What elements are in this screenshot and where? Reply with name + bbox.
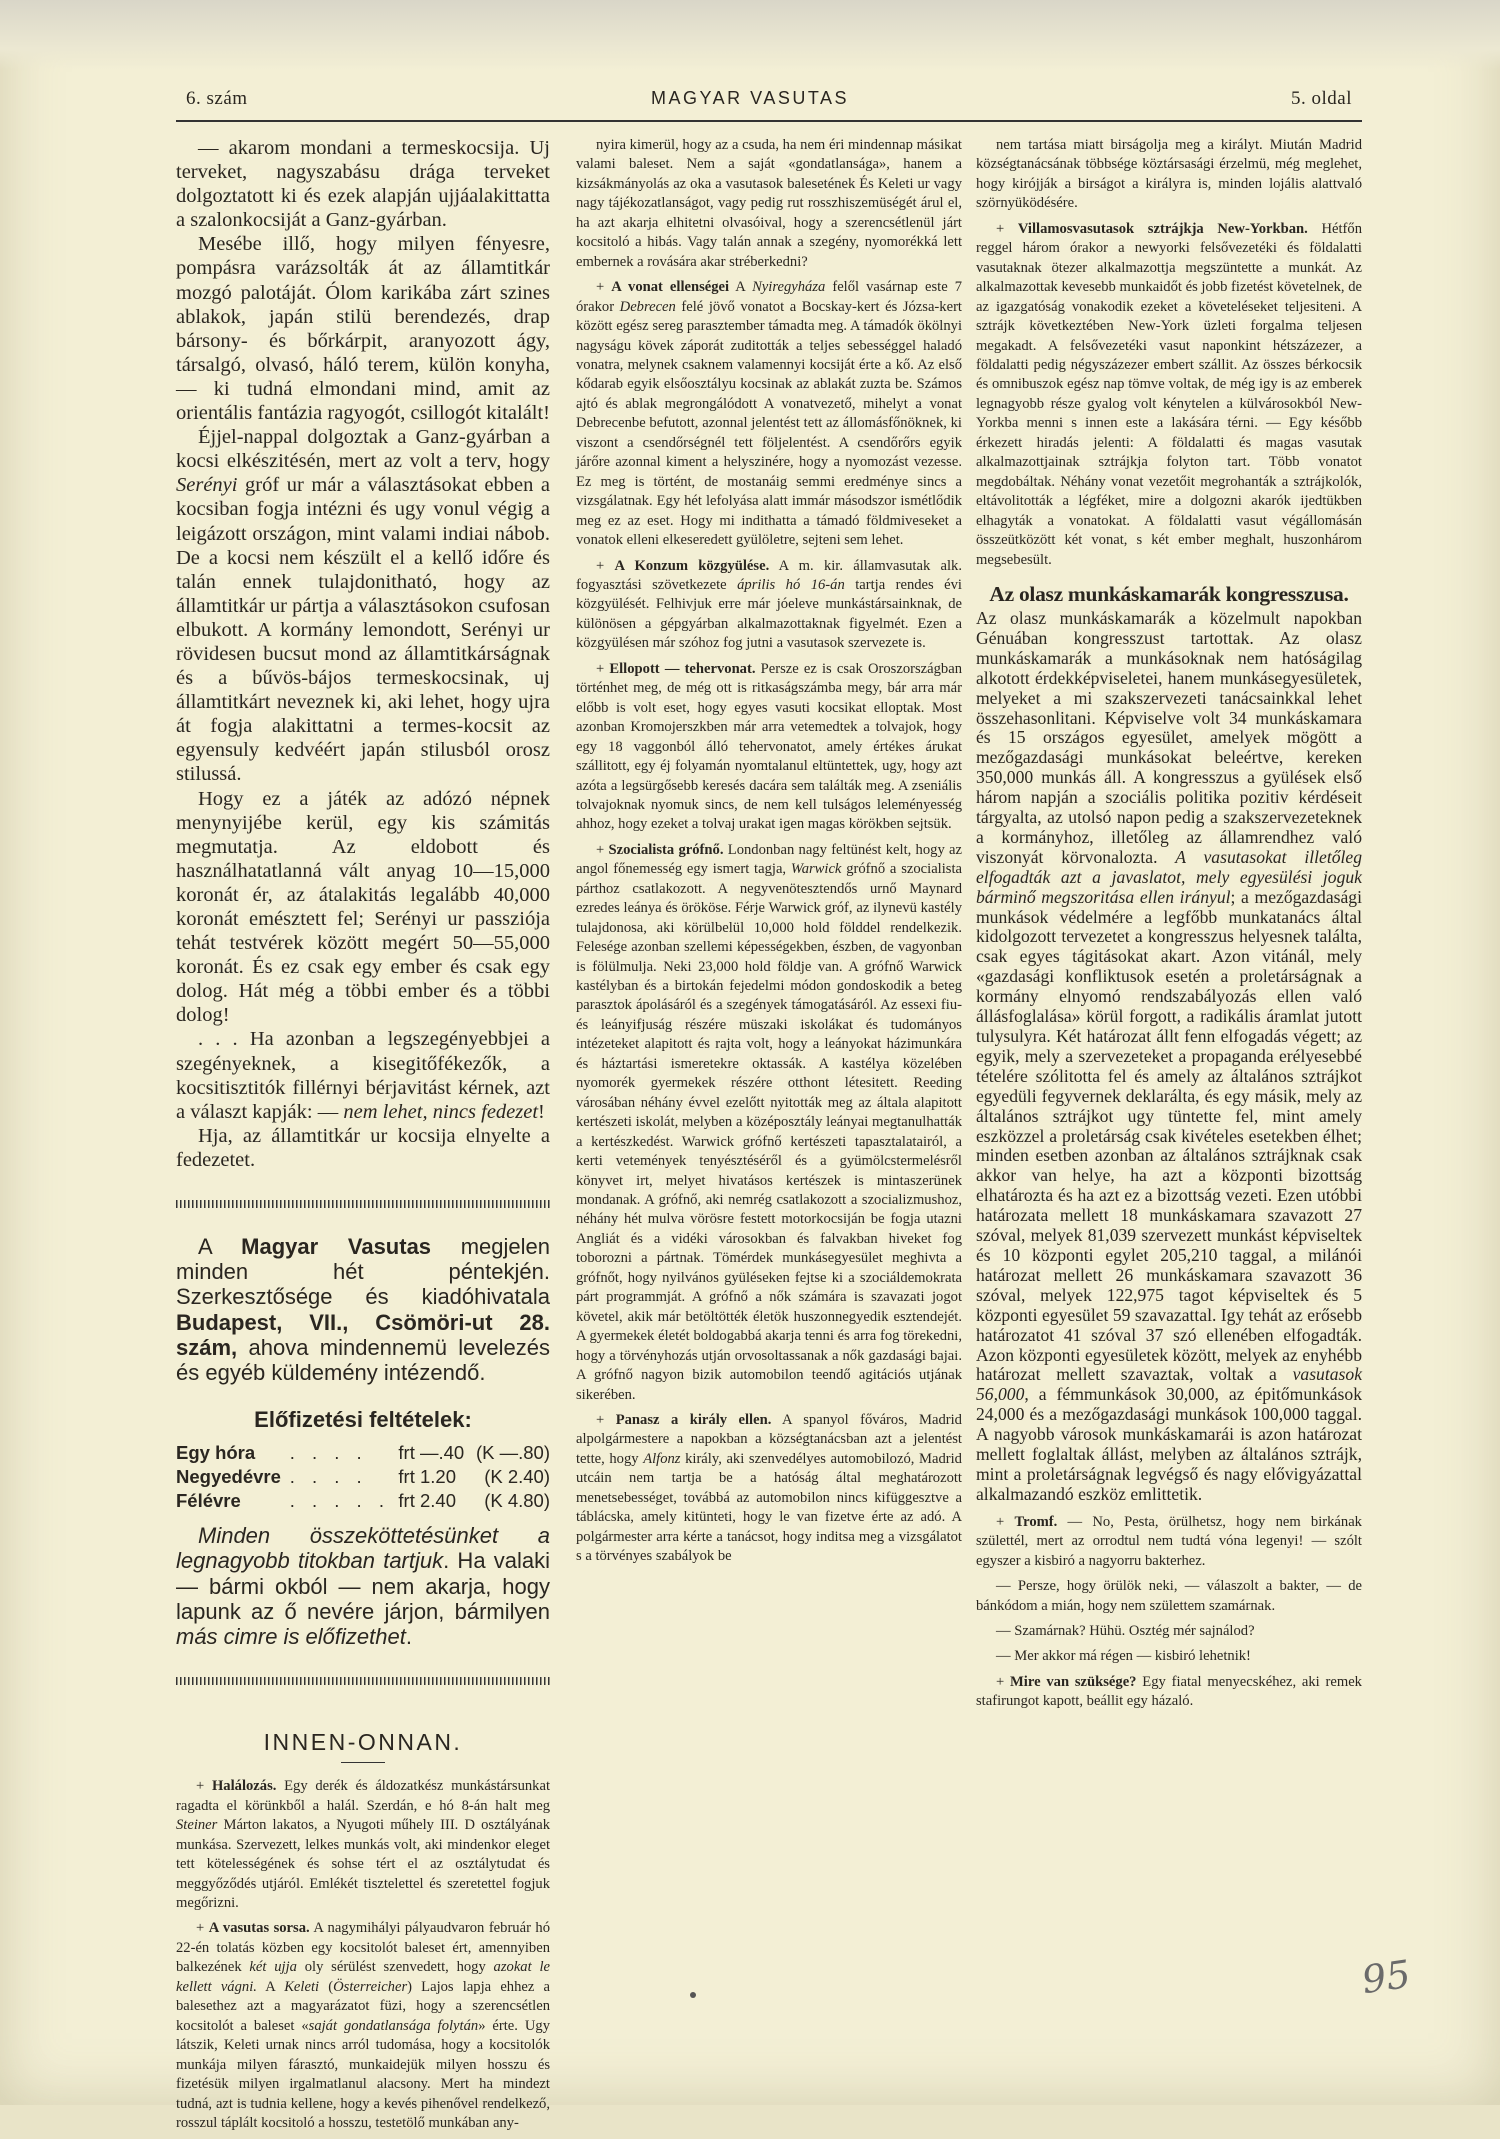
text-run: Mesébe illő, hogy milyen fényesre, pompásra varázsolták át az államtitkár mozgó palotáját. Ólom karikába zárt szines ablakok, japán stilü berendezés, drap bársony- és bőrkárpit, aranyozott ágy, társalgó, olvasó, háló terem, külön konyha, — ki tudná elmondani mind, amit az orientális fantázia ragyogót, csillogót kitalált! xyxy=(176,233,551,425)
text-run: Serényi xyxy=(176,474,238,497)
news-items xyxy=(976,136,1362,570)
text-run: Hogy ez a játék az adózó népnek menynyijébe kerül, egy kis számitás megmutatja. Az eldobott és használhatatlanná vált anyag 10—15,000 koronát ér, az átalakitás legalább 40,000 koronát emésztett fel; Serényi ur passziója tehát testvérek között megért 50—55,000 koronát. És ez csak egy ember és csak egy dolog. Hát még a többi ember és a többi dolog! xyxy=(176,787,550,1027)
notice-text xyxy=(176,1234,550,1385)
privacy-note xyxy=(176,1523,550,1649)
news-items xyxy=(976,1513,1362,1712)
text-run: nyira kimerül, hogy az a csuda, ha nem éri mindennap másikat valami baleset. Nem a saját «gondatlansága», hanem a kizsákmányolás az oka a vasutasok balesetének És Keleti ur vagy nagy tájékozatlanságot, vagy pedig rut rosszhiszemüségét árul el, ha azt akarja elhitetni olvasóival, hogy a szerencsétlenül járt kocsitoló a hibás. Vagy talán annak a szegény, nyomorékká lett embernek a rovására akar stréberkedni? xyxy=(576,137,962,270)
rate-period: Egy hóra xyxy=(176,1442,256,1464)
rate-period: Negyedévre xyxy=(176,1466,281,1488)
cross-icon: + xyxy=(996,220,1018,237)
paragraph xyxy=(176,1919,550,2133)
item-title: A vasutas sorsa. xyxy=(208,1920,310,1937)
cross-icon: + xyxy=(996,1513,1015,1530)
text-run: Egy fiatal menyecskéhez, aki remek stafirungot kapott, beállit egy házaló. xyxy=(976,1673,1362,1710)
text-run: nem tartása miatt birságolja meg a királyt. Miután Madrid községtanácsának többsége köztársasági érzelmü, még meglehet, hogy kirójják a birságot a királyra is, minden lojális alattvaló szörnyüködésére. xyxy=(976,137,1362,212)
text-run: Hétfőn reggel három órakor a newyorki felsővezetéki és földalatti vasutaknak ötezer alkalmazottja megszüntette a munkát. Az alkalmazottak kevesebb munkaidőt és jobb fizetést követelnek, de az igazgatóság vonakodik ezeket a követeléseket teljesiteni. A sztrájk következtében New-York üzleti forgalma teljesen megakadt. A felsővezetéki vasut naponkint hétszázezer, a földalatti pedig négyszázezer embert szállit. Az összes bérkocsik és omnibuszok egész nap tömve voltak, de még igy is az emberek legnagyobb része gyalog volt kénytelen a külvárosokból New-Yorkba menni s innen este a lakására térni. — Egy később érkezett hiradás jelenti: A földalatti és magas vasutak alkalmazottjainak sztrájkja folyton tart. Több vonatot megdobáltak. Néhány vonat vezetőit megrohanták a sztrájkolók, eltávolitották a légféket, mire a dolgozni akarók ijedtükben elhagyták a vonatokat. A földalatti vasut végállomásán összeütközött két vonat, s két ember meghalt, huszonhárom megsebesült. xyxy=(976,220,1362,568)
paragraph xyxy=(576,557,962,654)
text-run: A spanyol főváros, Madrid alpolgármestere a napokban a községtanácsban azt a jelentést tette, hogy xyxy=(576,1412,962,1467)
header-rule xyxy=(176,120,1362,122)
paragraph xyxy=(176,1777,550,1913)
paragraph xyxy=(176,1124,550,1172)
paragraph xyxy=(576,278,962,550)
text-run: Londonban nagy feltünést kelt, hogy az angol főnemesség egy ismert tagja, xyxy=(576,841,962,878)
text-run: A m. kir. államvasutak alk. fogyasztási szövetkezete xyxy=(576,557,962,593)
paragraph xyxy=(976,220,1362,570)
rate-dots: . . . . xyxy=(289,1466,368,1488)
text-run: Az olasz munkáskamarák a közelmult napokban Génuában kongresszust tartottak. Az olasz munkáskamarák a munkásoknak nem hatóságilag alkotott érdekképviseletei, hanem munkásegyesületek, melyeket a mi szakszervezeti tanácsainkkal lehet összehasonlitani. Képviselve volt 34 munkáskamara és 15 országos egyesület, amelyek mögött a mezőgazdasági munkásokat beleértve, kereken 350,000 munkás áll. A kongresszus a gyülések első három napján a szociális politika pozitiv kérdéseit tárgyalta, az utolsó napon pedig a szakszervezeteknek a kormányhoz, illetőleg az államrendhez való viszonyát körvonalozta. xyxy=(976,607,1362,867)
text-run: más cimre is előfizethet xyxy=(176,1624,406,1650)
congress-article xyxy=(976,609,1362,1505)
item-title: Tromf. xyxy=(1014,1513,1058,1530)
page-number: 5. oldal xyxy=(1291,88,1352,109)
divider-rule xyxy=(176,1677,550,1685)
text-run: felől vasárnap este 7 órakor xyxy=(576,279,962,315)
news-items xyxy=(176,1777,550,2133)
item-title: Panasz a király ellen. xyxy=(615,1412,772,1428)
rate-row xyxy=(176,1465,550,1489)
paragraph xyxy=(576,136,962,272)
item-title: A Konzum közgyülése. xyxy=(614,557,770,574)
rate-frt: frt —.40 xyxy=(398,1442,465,1464)
rate-frt: frt 2.40 xyxy=(398,1490,456,1512)
text-run: . xyxy=(405,1624,412,1650)
paragraph xyxy=(576,1411,962,1567)
rate-k: (K 4.80) xyxy=(484,1490,550,1512)
rate-k: (K 2.40) xyxy=(484,1466,550,1488)
column-2 xyxy=(576,136,962,1573)
text-run: Debrecen xyxy=(619,298,676,315)
paragraph xyxy=(176,425,550,786)
text-run: király, aki szenvedélyes automobilozó, Madrid utcáin nem tartja be a hatóság által meghatározott menetsebességet, továbbá az automobilon nincs kifüggesztve a táblácska, amely kitünteti, hogy le van fizetve érte az adó. A polgármester arra kérte a tanácsot, hogy inditsa meg a vizsgálatot s a törvényes szabályok be xyxy=(576,1450,962,1565)
text-run: A nagymihályi pályaudvaron február hó 22-én tolatás közben egy kocsitolót baleset ért, amennyiben balkezének xyxy=(176,1920,550,1976)
text-run: — No, Pesta, örülhetsz, hogy nem birkának születtél, mert az orrodtul nem tudtá vóna legenyi! — szólt egyszer a kisbiró a nagyorru bakterhez. xyxy=(976,1513,1362,1569)
text-run: vasutasok 56,000 xyxy=(976,1364,1362,1405)
paragraph xyxy=(176,787,550,1028)
ink-spot xyxy=(690,1992,696,1998)
text-run: Keleti xyxy=(284,1978,320,1995)
text-run: megjelen minden hét péntekjén. Szerkesztősége és kiadóhivatala xyxy=(176,1234,551,1310)
cross-icon: + xyxy=(596,557,615,574)
issue-number: 6. szám xyxy=(186,88,248,109)
section-dash xyxy=(341,1762,385,1763)
item-title: Mire van szüksége? xyxy=(1010,1673,1137,1690)
rate-period: Félévre xyxy=(176,1490,241,1512)
subscription-rates xyxy=(176,1441,550,1513)
text-run: . Ha valaki — bármi okból — nem akarja, hogy lapunk az ő nevére járjon, bármilyen xyxy=(176,1548,550,1624)
text-run: Egy derék és áldozatkész munkástársunkat ragadta el körünkből a halál. Szerdán, e hó 8-án halt meg xyxy=(176,1778,550,1814)
text-run: Márton lakatos, a Nyugoti műhely III. D osztályának munkása. Szervezett, lelkes munkás volt, aki mindenkor eleget tett kötelességének és sohse tért el az osztálytudat és meggyőződés utjáról. Emlékét tisztelettel és szeretettel fogjuk megőrizni. xyxy=(176,1817,550,1911)
text-run: Alfonz xyxy=(643,1450,681,1467)
rate-row xyxy=(176,1489,550,1513)
text-run: Hja, az államtitkár ur kocsija elnyelte a fedezetet. xyxy=(176,1124,550,1171)
text-run: nem lehet, nincs fedezet xyxy=(343,1100,539,1123)
text-run: ( xyxy=(319,1978,334,1995)
paragraph xyxy=(976,1577,1362,1616)
rate-dots: . . . . . xyxy=(289,1490,390,1512)
cross-icon: + xyxy=(196,1920,209,1937)
paragraph xyxy=(176,136,550,232)
rate-k: (K —.80) xyxy=(475,1442,550,1464)
column-1 xyxy=(176,136,550,2139)
paragraph xyxy=(976,1513,1362,1571)
text-run: Warwick xyxy=(790,861,842,878)
text-run: — Persze, hogy örülök neki, — válaszolt a bakter, — de bánkódom a mián, hogy nem születtem szamárnak. xyxy=(976,1578,1362,1614)
text-run: oly sérülést szenvedett, hogy xyxy=(296,1959,494,1976)
item-title: Ellopott — tehervonat. xyxy=(609,660,756,677)
text-run: » érte. Ugy látszik, Keleti urnak nincs arról tudomása, hogy a kocsitolók munkája milyen fárasztó, munkaidejük milyen hosszu és fizetésük milyen irgalmatlanul alacsony. Mert ha mindezt tudná, azt is tudnia kellene, hogy a kevés pihenővel rendelkező, rosszul táplált kocsitoló a hosszu, testetölő munkában any- xyxy=(176,2017,550,2131)
item-title: A vonat ellenségei xyxy=(611,279,730,296)
text-run: Österreicher xyxy=(333,1978,408,1995)
item-title: Villamosvasutasok sztrájkja New-Yorkban. xyxy=(1017,220,1308,237)
text-run: Éjjel-nappal dolgoztak a Ganz-gyárban a kocsi elkészitésén, mert az volt a terv, hogy xyxy=(176,426,550,473)
cross-icon: + xyxy=(196,1778,212,1795)
text-run: — Szamárnak? Hühü. Osztég mér sajnálod? xyxy=(996,1623,1255,1640)
cross-icon: + xyxy=(596,660,610,677)
item-title: Budapest, VII., Csömöri-ut 28. szám, xyxy=(176,1309,550,1360)
text-run: azokat le kellett vágni. xyxy=(176,1959,550,1995)
text-run: felé jövő vonatot a Bocskay-kert és Józsa-kert között egész sereg parasztember támadta meg. A támadók ökölnyi nagyságu kövek záporát zuditották a teljes sebességgel haladó vonatra, melynek csaknem valamennyi kocsiját érte a kő. Az első kődarab egyik elsőosztályu kocsinak az ablakát zuzta be. Számos ajtó és ablak megrongálódott A vonatvezető, mihelyt a vonat Debrecenbe befutott, azonnal jelentést tett az állomásfőnöknek, ki viszont a csendőrségnél tett följelentést. A csendőrőrs egyik járőre azonnal kiment a helyszinére, hogy a nyomozást vezesse. Ez meg is történt, de mostanáig semmi eredménye sincs a vizsgálatnak. Egy hét lefolyása alatt immár másodszor ismétlődik meg ez az eset. Hogy mi indithatta a támadó földmiveseket a vonatok elleni elkeseredett gyülöletre, sejteni sem lehet. xyxy=(576,298,962,549)
text-run: Persze ez is csak Oroszországban történhet meg, de még ott is ritkaságszámba megy, bár arra már előbb is volt eset, hogy egyes vasuti kocsikat elloptak. Most azonban Kromojerszkben már arra vetemedtek a tolvajok, hogy egy 18 vaggonból álló tehervonatot, amely értékes árukat szállitott, egy éj folyamán nyomtalanul eltüntettek, ugy, hogy azt azóta a legsürgősebb keresés dacára sem találták meg. A zseniális tolvajoknak nyomuk sincs, de nem kell tulságos leleményesség ahhoz, hogy ezeket a tolvaj urakat igen magas körökben sejtsük. xyxy=(576,660,962,833)
paragraph xyxy=(976,1673,1362,1712)
rate-row xyxy=(176,1441,550,1465)
paragraph xyxy=(576,841,962,1405)
text-run: A xyxy=(729,279,753,296)
text-run: gróf ur már a választásokat ebben a kocsiban fogja intézni és ugy vonul végig a leigázott országon, mint valami indiai nábob. De a kocsi nem készült el a kellő időre és talán ennek tulajdonitható, hogy az államtitkár ur pártja a választásokon csufosan elbukott. A kormány lemondott, Serényi ur rövidesen bucsut mond az államtitkárságnak és a bűvös-bájos termeskocsinak, uj államtitkárt neveznek ki, aki lehet, hogy ujra át fogja alakittatni a termes-kocsit az egyensuly kedvéért japán stilusból orosz stilussá. xyxy=(176,474,550,786)
text-run: április hó 16-án xyxy=(737,576,845,593)
column-3 xyxy=(976,136,1362,1718)
text-run: saját gondatlansága folytán xyxy=(308,2017,479,2034)
text-run: Nyiregyháza xyxy=(752,279,826,296)
paragraph xyxy=(976,1647,1362,1666)
article-continued xyxy=(176,136,550,1172)
text-run: Minden összeköttetésünket a legnagyobb titokban tartjuk xyxy=(176,1523,550,1574)
handwritten-page-number: 95 xyxy=(1359,1951,1414,2003)
item-title: Halálozás. xyxy=(211,1778,277,1795)
cross-icon: + xyxy=(596,279,612,296)
subscription-title: Előfizetési feltételek: xyxy=(254,1407,472,1433)
text-run: ahova mindennemü levelezés és egyéb küldemény intézendő. xyxy=(176,1334,550,1386)
item-title: Szocialista grófnő. xyxy=(608,841,724,858)
text-run: két ujja xyxy=(249,1959,297,1976)
item-title: Magyar Vasutas xyxy=(241,1234,432,1260)
scan-edge xyxy=(0,0,1500,70)
text-run: ) Lajos lapja ehhez a balesethez azt a magyarázatot füzi, hogy a szerencsétlen kocsitolót a baleset « xyxy=(176,1978,550,2034)
text-run: A xyxy=(256,1978,285,1995)
paragraph xyxy=(576,660,962,835)
text-run: — Mer akkor má régen — kisbiró lehetnik! xyxy=(996,1648,1251,1665)
divider-rule xyxy=(176,1200,550,1208)
text-run: — akarom mondani a termeskocsija. Uj terveket, nagyszabásu drága terveket dolgoztatott ki és ezek alapján ujjáalakittatta a szalonkocsiját a Ganz-gyárban. xyxy=(176,137,550,232)
cross-icon: + xyxy=(596,1412,616,1428)
congress-headline: Az olasz munkáskamarák kongresszusa. xyxy=(989,581,1349,606)
congress-body xyxy=(976,609,1362,1505)
text-run: A vasutasokat illetőleg elfogadták azt a javaslatot, mely egyesülési joguk bárminő megszoritása ellen irányul xyxy=(976,846,1363,907)
paragraph xyxy=(976,1622,1362,1641)
paragraph xyxy=(976,136,1362,214)
cross-icon: + xyxy=(596,841,609,858)
text-run: . . . Ha azonban a legszegényebbjei a szegényeknek, a kisegitőfékezők, a kocsitisztitók fillérnyi bérjavitást kérnek, azt a választ kapják: — xyxy=(176,1028,550,1123)
section-title: INNEN-ONNAN. xyxy=(263,1729,463,1756)
text-run: ! xyxy=(538,1100,545,1123)
rate-frt: frt 1.20 xyxy=(398,1466,456,1488)
cross-icon: + xyxy=(996,1673,1011,1690)
text-run: grófnő a szocialista párthoz csatlakozott. A negyvenötesztendős urnő Maynard ezredes leánya és örököse. Férje Warwick gróf, az ilynevü kastély tulajdonosa, aki körülbelül 10,000 hold földdel rendelkezik. Felesége azonban szellemi képességekben, észben, de vagyonban is fölülmulja. Neki 23,000 hold földje van. A grófnő Warwick kastélyban és a birtokán fejedelmi módon gondoskodik a beteg parasztok ápolásáról és a szegények támogatásáról. Az essexi fiu- és leányifjuság részére müszaki iskolákat és tudományos intézeteket alapitott és rajta volt, hogy a leányokat házimunkára és háztartási ismeretekre oktassák. A kastélya közelében nyomorék gyermekek részére otthont létesitett. Reeding városában néhány évvel ezelőtt nyitották meg az általa alapitott kertészeti iskolát, melyben a középosztály leányai megtanulhatták a kertészkedést. Warwick grófnő kertészeti tapasztalatairól, a kerti vetemények tenyésztéséről és a gyümölcstermelésről könyvet irt, melyet hivatásos kertészek is mintaszerünek mondanak. A grófnő, aki nemrég csatlakozott a szocializmushoz, néhány hét mulva vörösre festett motorkocsiján be fogja utazni Angliát és a vidéki városokban és falvakban hiveket fog toborozni a pártnak. Tömérdek munkásegyesület meghivta a grófnőt, hogy nyilvános gyüléseken fejtse ki a szociáldemokrata párt programmját. A grófnő a nők számára is szavazati jogot követel, akik már betöltötték életök huszonnegyedik esztendejét. A gyermekek életét boldogabbá akarja tenni és arra fog törekedni, hogy a törvényhozás utján orvosoltassanak a nők gazdasági bajai. A grófnő nagyon bizik automobilon teendő agitációs utjának sikerében. xyxy=(576,861,962,1403)
text-run: Steiner xyxy=(176,1817,218,1834)
rate-dots: . . . . xyxy=(289,1442,368,1464)
masthead-title: MAGYAR VASUTAS xyxy=(650,88,850,108)
text-run: , a fémmunkások 30,000, az épitőmunkások 24,000 és a mezőgazdasági munkások 100,000 taggal. A nagyobb városok munkáskamarái is azon határozat mellett foglaltak állást, melyben az általános sztrájk, mint a proletárságnak legvégső és nagy elővigyázattal alkalmazandó eszköz emlittetik. xyxy=(976,1384,1362,1504)
text-run: A xyxy=(198,1234,242,1260)
paragraph xyxy=(176,232,550,425)
text-run: tartja rendes évi közgyülését. Felhivjuk erre már jóeleve munkástársainknak, de különösen a gépgyárban alkalmazottaknak figyelmét. Ezen a közgyülésen már szóhoz fog jutni a vasutasok szervezete is. xyxy=(576,576,962,652)
paragraph xyxy=(176,1027,550,1123)
text-run: ; a mezőgazdasági munkások védelmére a legfőbb munkatanács által kidolgozott tervezetet a kongresszus helyesnek találta, csak egyes tágitásokat akart. Azon vitánál, mely «gazdasági konfliktusok esetén a proletárságnak a kormány elnyomó rendszabályozás ellen való állásfoglalása» körül forgott, a radikális áramlat jutott tulysulyra. Két határozat állt fenn elfogadás végett; az egyik, mely a szervezeteket a propaganda erélyesebbé tételére szólitotta fel és amely az általános sztrájkot egyedüli fegyvernek deklarálta, és egy másik, mely az általános sztrájkot ugy tüntette fel, mint amely eszközzel a proletárság csak kivételes esetekben élhet; minden esetben azonban az általános sztrájknak csak akkor van helye, ha azt a központi bizottság elhatározta és ha azt ez a bizottság vezeti. Ezen utóbbi határozata mellett 18 munkáskamara szavazott 27 szóval, melyek 81,039 szervezett munkást képviseltek és 10 központi egylet 205,210 taggal, a milánói határozat mellett 26 munkáskamara szavazott 36 szóval, melyek 122,975 tagot képviseltek és 5 központi egyesület 59 szavazattal. Igy tehát az erősebb határozatot 41 szóval 37 szó ellenében elfogadták. Azon központi egyesületek között, melyek az enyhébb határozat mellett szavaztak, voltak a xyxy=(976,886,1362,1385)
publication-notice xyxy=(176,1234,550,1649)
news-items xyxy=(576,136,962,1567)
